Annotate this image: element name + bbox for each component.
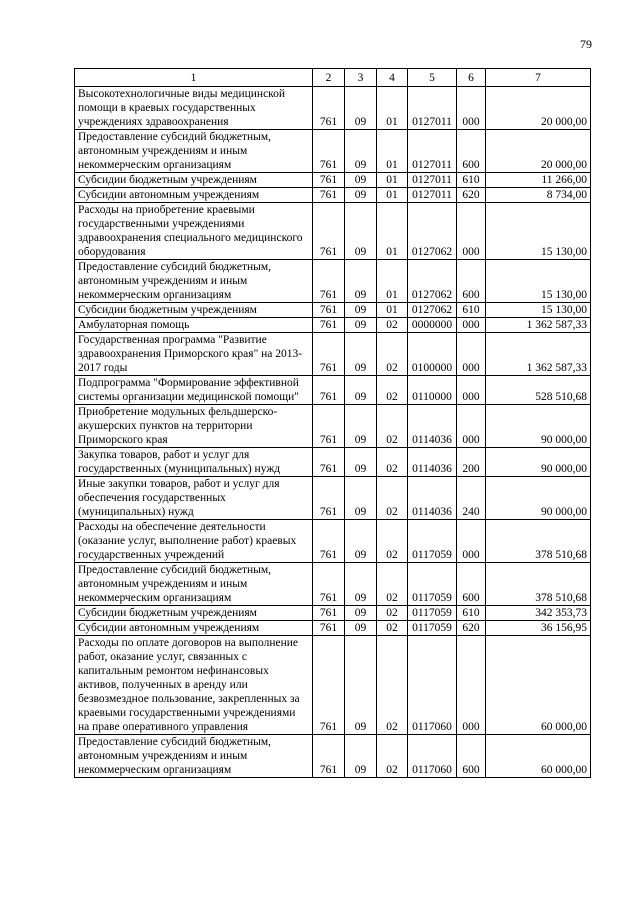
amount-cell: 20 000,00 — [486, 130, 591, 173]
admin-code-cell: 761 — [313, 173, 345, 188]
subsection-code-cell: 01 — [377, 188, 408, 203]
section-code-cell: 09 — [345, 606, 377, 621]
amount-cell: 60 000,00 — [486, 735, 591, 778]
row-name-cell: Субсидии автономным учреждениям — [75, 621, 313, 636]
row-name-cell: Субсидии бюджетным учреждениям — [75, 606, 313, 621]
amount-cell: 60 000,00 — [486, 636, 591, 735]
section-code-cell: 09 — [345, 188, 377, 203]
subsection-code-cell: 01 — [377, 87, 408, 130]
expense-type-cell: 600 — [457, 563, 486, 606]
row-name-cell: Амбулаторная помощь — [75, 318, 313, 333]
column-header: 1 — [75, 69, 313, 87]
column-header: 4 — [377, 69, 408, 87]
table-row — [75, 376, 591, 405]
amount-cell: 15 130,00 — [486, 260, 591, 303]
column-header: 6 — [457, 69, 486, 87]
admin-code-cell: 761 — [313, 477, 345, 520]
section-code-cell: 09 — [345, 130, 377, 173]
budget-table — [74, 68, 591, 778]
target-code-cell: 0117060 — [408, 636, 457, 735]
expense-type-cell: 610 — [457, 303, 486, 318]
admin-code-cell: 761 — [313, 520, 345, 563]
expense-type-cell: 610 — [457, 173, 486, 188]
section-code-cell: 09 — [345, 405, 377, 448]
subsection-code-cell: 02 — [377, 520, 408, 563]
admin-code-cell: 761 — [313, 606, 345, 621]
expense-type-cell: 000 — [457, 520, 486, 563]
table-row — [75, 203, 591, 260]
expense-type-cell: 620 — [457, 188, 486, 203]
header-row — [75, 69, 591, 87]
section-code-cell: 09 — [345, 318, 377, 333]
amount-cell: 90 000,00 — [486, 448, 591, 477]
column-header: 7 — [486, 69, 591, 87]
table-row — [75, 260, 591, 303]
amount-cell: 528 510,68 — [486, 376, 591, 405]
amount-cell: 378 510,68 — [486, 563, 591, 606]
table-row — [75, 303, 591, 318]
target-code-cell: 0000000 — [408, 318, 457, 333]
expense-type-cell: 600 — [457, 735, 486, 778]
admin-code-cell: 761 — [313, 621, 345, 636]
expense-type-cell: 000 — [457, 376, 486, 405]
target-code-cell: 0117059 — [408, 606, 457, 621]
target-code-cell: 0114036 — [408, 477, 457, 520]
table-row — [75, 735, 591, 778]
table-row — [75, 333, 591, 376]
amount-cell: 20 000,00 — [486, 87, 591, 130]
amount-cell: 11 266,00 — [486, 173, 591, 188]
subsection-code-cell: 02 — [377, 376, 408, 405]
subsection-code-cell: 02 — [377, 477, 408, 520]
subsection-code-cell: 02 — [377, 333, 408, 376]
subsection-code-cell: 02 — [377, 606, 408, 621]
table-row — [75, 448, 591, 477]
row-name-cell: Предоставление субсидий бюджетным, автономным учреждениям и иным некоммерческим организациям — [75, 563, 313, 606]
target-code-cell: 0127011 — [408, 188, 457, 203]
target-code-cell: 0127011 — [408, 87, 457, 130]
amount-cell: 15 130,00 — [486, 303, 591, 318]
subsection-code-cell: 02 — [377, 636, 408, 735]
row-name-cell: Государственная программа "Развитие здравоохранения Приморского края" на 2013-2017 годы — [75, 333, 313, 376]
row-name-cell: Предоставление субсидий бюджетным, автономным учреждениям и иным некоммерческим организациям — [75, 260, 313, 303]
target-code-cell: 0117059 — [408, 563, 457, 606]
subsection-code-cell: 01 — [377, 173, 408, 188]
target-code-cell: 0110000 — [408, 376, 457, 405]
row-name-cell: Расходы на обеспечение деятельности (оказание услуг, выполнение работ) краевых государственных учреждений — [75, 520, 313, 563]
table-row — [75, 520, 591, 563]
table-row — [75, 173, 591, 188]
expense-type-cell: 200 — [457, 448, 486, 477]
section-code-cell: 09 — [345, 203, 377, 260]
target-code-cell: 0114036 — [408, 405, 457, 448]
section-code-cell: 09 — [345, 735, 377, 778]
admin-code-cell: 761 — [313, 735, 345, 778]
table-row — [75, 405, 591, 448]
subsection-code-cell: 02 — [377, 448, 408, 477]
section-code-cell: 09 — [345, 260, 377, 303]
subsection-code-cell: 01 — [377, 203, 408, 260]
target-code-cell: 0117059 — [408, 520, 457, 563]
row-name-cell: Предоставление субсидий бюджетным, автономным учреждениям и иным некоммерческим организациям — [75, 735, 313, 778]
admin-code-cell: 761 — [313, 260, 345, 303]
section-code-cell: 09 — [345, 333, 377, 376]
amount-cell: 36 156,95 — [486, 621, 591, 636]
row-name-cell: Расходы по оплате договоров на выполнение работ, оказание услуг, связанных с капитальным ремонтом нефинансовых активов, полученных в аренду или безвозмездное пользование, закрепленных за краевыми государственными учреждениями на праве оперативного управления — [75, 636, 313, 735]
amount-cell: 90 000,00 — [486, 405, 591, 448]
target-code-cell: 0127011 — [408, 173, 457, 188]
section-code-cell: 09 — [345, 563, 377, 606]
subsection-code-cell: 02 — [377, 318, 408, 333]
admin-code-cell: 761 — [313, 188, 345, 203]
table-row — [75, 563, 591, 606]
subsection-code-cell: 01 — [377, 130, 408, 173]
table-row — [75, 477, 591, 520]
amount-cell: 8 734,00 — [486, 188, 591, 203]
section-code-cell: 09 — [345, 520, 377, 563]
subsection-code-cell: 02 — [377, 735, 408, 778]
target-code-cell: 0127062 — [408, 303, 457, 318]
expense-type-cell: 240 — [457, 477, 486, 520]
admin-code-cell: 761 — [313, 448, 345, 477]
target-code-cell: 0127062 — [408, 203, 457, 260]
admin-code-cell: 761 — [313, 87, 345, 130]
admin-code-cell: 761 — [313, 563, 345, 606]
expense-type-cell: 600 — [457, 260, 486, 303]
amount-cell: 1 362 587,33 — [486, 333, 591, 376]
subsection-code-cell: 02 — [377, 621, 408, 636]
admin-code-cell: 761 — [313, 318, 345, 333]
target-code-cell: 0127062 — [408, 260, 457, 303]
row-name-cell: Высокотехнологичные виды медицинской помощи в краевых государственных учреждениях здравоохранения — [75, 87, 313, 130]
expense-type-cell: 600 — [457, 130, 486, 173]
table-row — [75, 621, 591, 636]
expense-type-cell: 000 — [457, 87, 486, 130]
table-row — [75, 606, 591, 621]
table-row — [75, 636, 591, 735]
table-row — [75, 130, 591, 173]
page-number: 79 — [580, 37, 592, 51]
table-row — [75, 318, 591, 333]
expense-type-cell: 000 — [457, 636, 486, 735]
table-body — [75, 87, 591, 778]
amount-cell: 90 000,00 — [486, 477, 591, 520]
target-code-cell: 0117059 — [408, 621, 457, 636]
subsection-code-cell: 01 — [377, 303, 408, 318]
section-code-cell: 09 — [345, 448, 377, 477]
row-name-cell: Субсидии автономным учреждениям — [75, 188, 313, 203]
admin-code-cell: 761 — [313, 376, 345, 405]
section-code-cell: 09 — [345, 621, 377, 636]
table-row — [75, 188, 591, 203]
amount-cell: 378 510,68 — [486, 520, 591, 563]
target-code-cell: 0117060 — [408, 735, 457, 778]
row-name-cell: Подпрограмма "Формирование эффективной системы организации медицинской помощи" — [75, 376, 313, 405]
amount-cell: 1 362 587,33 — [486, 318, 591, 333]
row-name-cell: Предоставление субсидий бюджетным, автономным учреждениям и иным некоммерческим организациям — [75, 130, 313, 173]
target-code-cell: 0100000 — [408, 333, 457, 376]
column-header: 5 — [408, 69, 457, 87]
expense-type-cell: 000 — [457, 405, 486, 448]
section-code-cell: 09 — [345, 303, 377, 318]
row-name-cell: Субсидии бюджетным учреждениям — [75, 303, 313, 318]
subsection-code-cell: 02 — [377, 405, 408, 448]
expense-type-cell: 620 — [457, 621, 486, 636]
row-name-cell: Субсидии бюджетным учреждениям — [75, 173, 313, 188]
subsection-code-cell: 01 — [377, 260, 408, 303]
admin-code-cell: 761 — [313, 405, 345, 448]
section-code-cell: 09 — [345, 636, 377, 735]
amount-cell: 15 130,00 — [486, 203, 591, 260]
admin-code-cell: 761 — [313, 636, 345, 735]
admin-code-cell: 761 — [313, 303, 345, 318]
admin-code-cell: 761 — [313, 333, 345, 376]
expense-type-cell: 610 — [457, 606, 486, 621]
amount-cell: 342 353,73 — [486, 606, 591, 621]
target-code-cell: 0114036 — [408, 448, 457, 477]
admin-code-cell: 761 — [313, 130, 345, 173]
section-code-cell: 09 — [345, 87, 377, 130]
row-name-cell: Приобретение модульных фельдшерско-акушерских пунктов на территории Приморского края — [75, 405, 313, 448]
column-header: 2 — [313, 69, 345, 87]
expense-type-cell: 000 — [457, 333, 486, 376]
expense-type-cell: 000 — [457, 203, 486, 260]
admin-code-cell: 761 — [313, 203, 345, 260]
row-name-cell: Закупка товаров, работ и услуг для государственных (муниципальных) нужд — [75, 448, 313, 477]
expense-type-cell: 000 — [457, 318, 486, 333]
target-code-cell: 0127011 — [408, 130, 457, 173]
section-code-cell: 09 — [345, 173, 377, 188]
section-code-cell: 09 — [345, 376, 377, 405]
row-name-cell: Расходы на приобретение краевыми государственными учреждениями здравоохранения специального медицинского оборудования — [75, 203, 313, 260]
row-name-cell: Иные закупки товаров, работ и услуг для обеспечения государственных (муниципальных) нужд — [75, 477, 313, 520]
section-code-cell: 09 — [345, 477, 377, 520]
subsection-code-cell: 02 — [377, 563, 408, 606]
column-header: 3 — [345, 69, 377, 87]
table-row — [75, 87, 591, 130]
